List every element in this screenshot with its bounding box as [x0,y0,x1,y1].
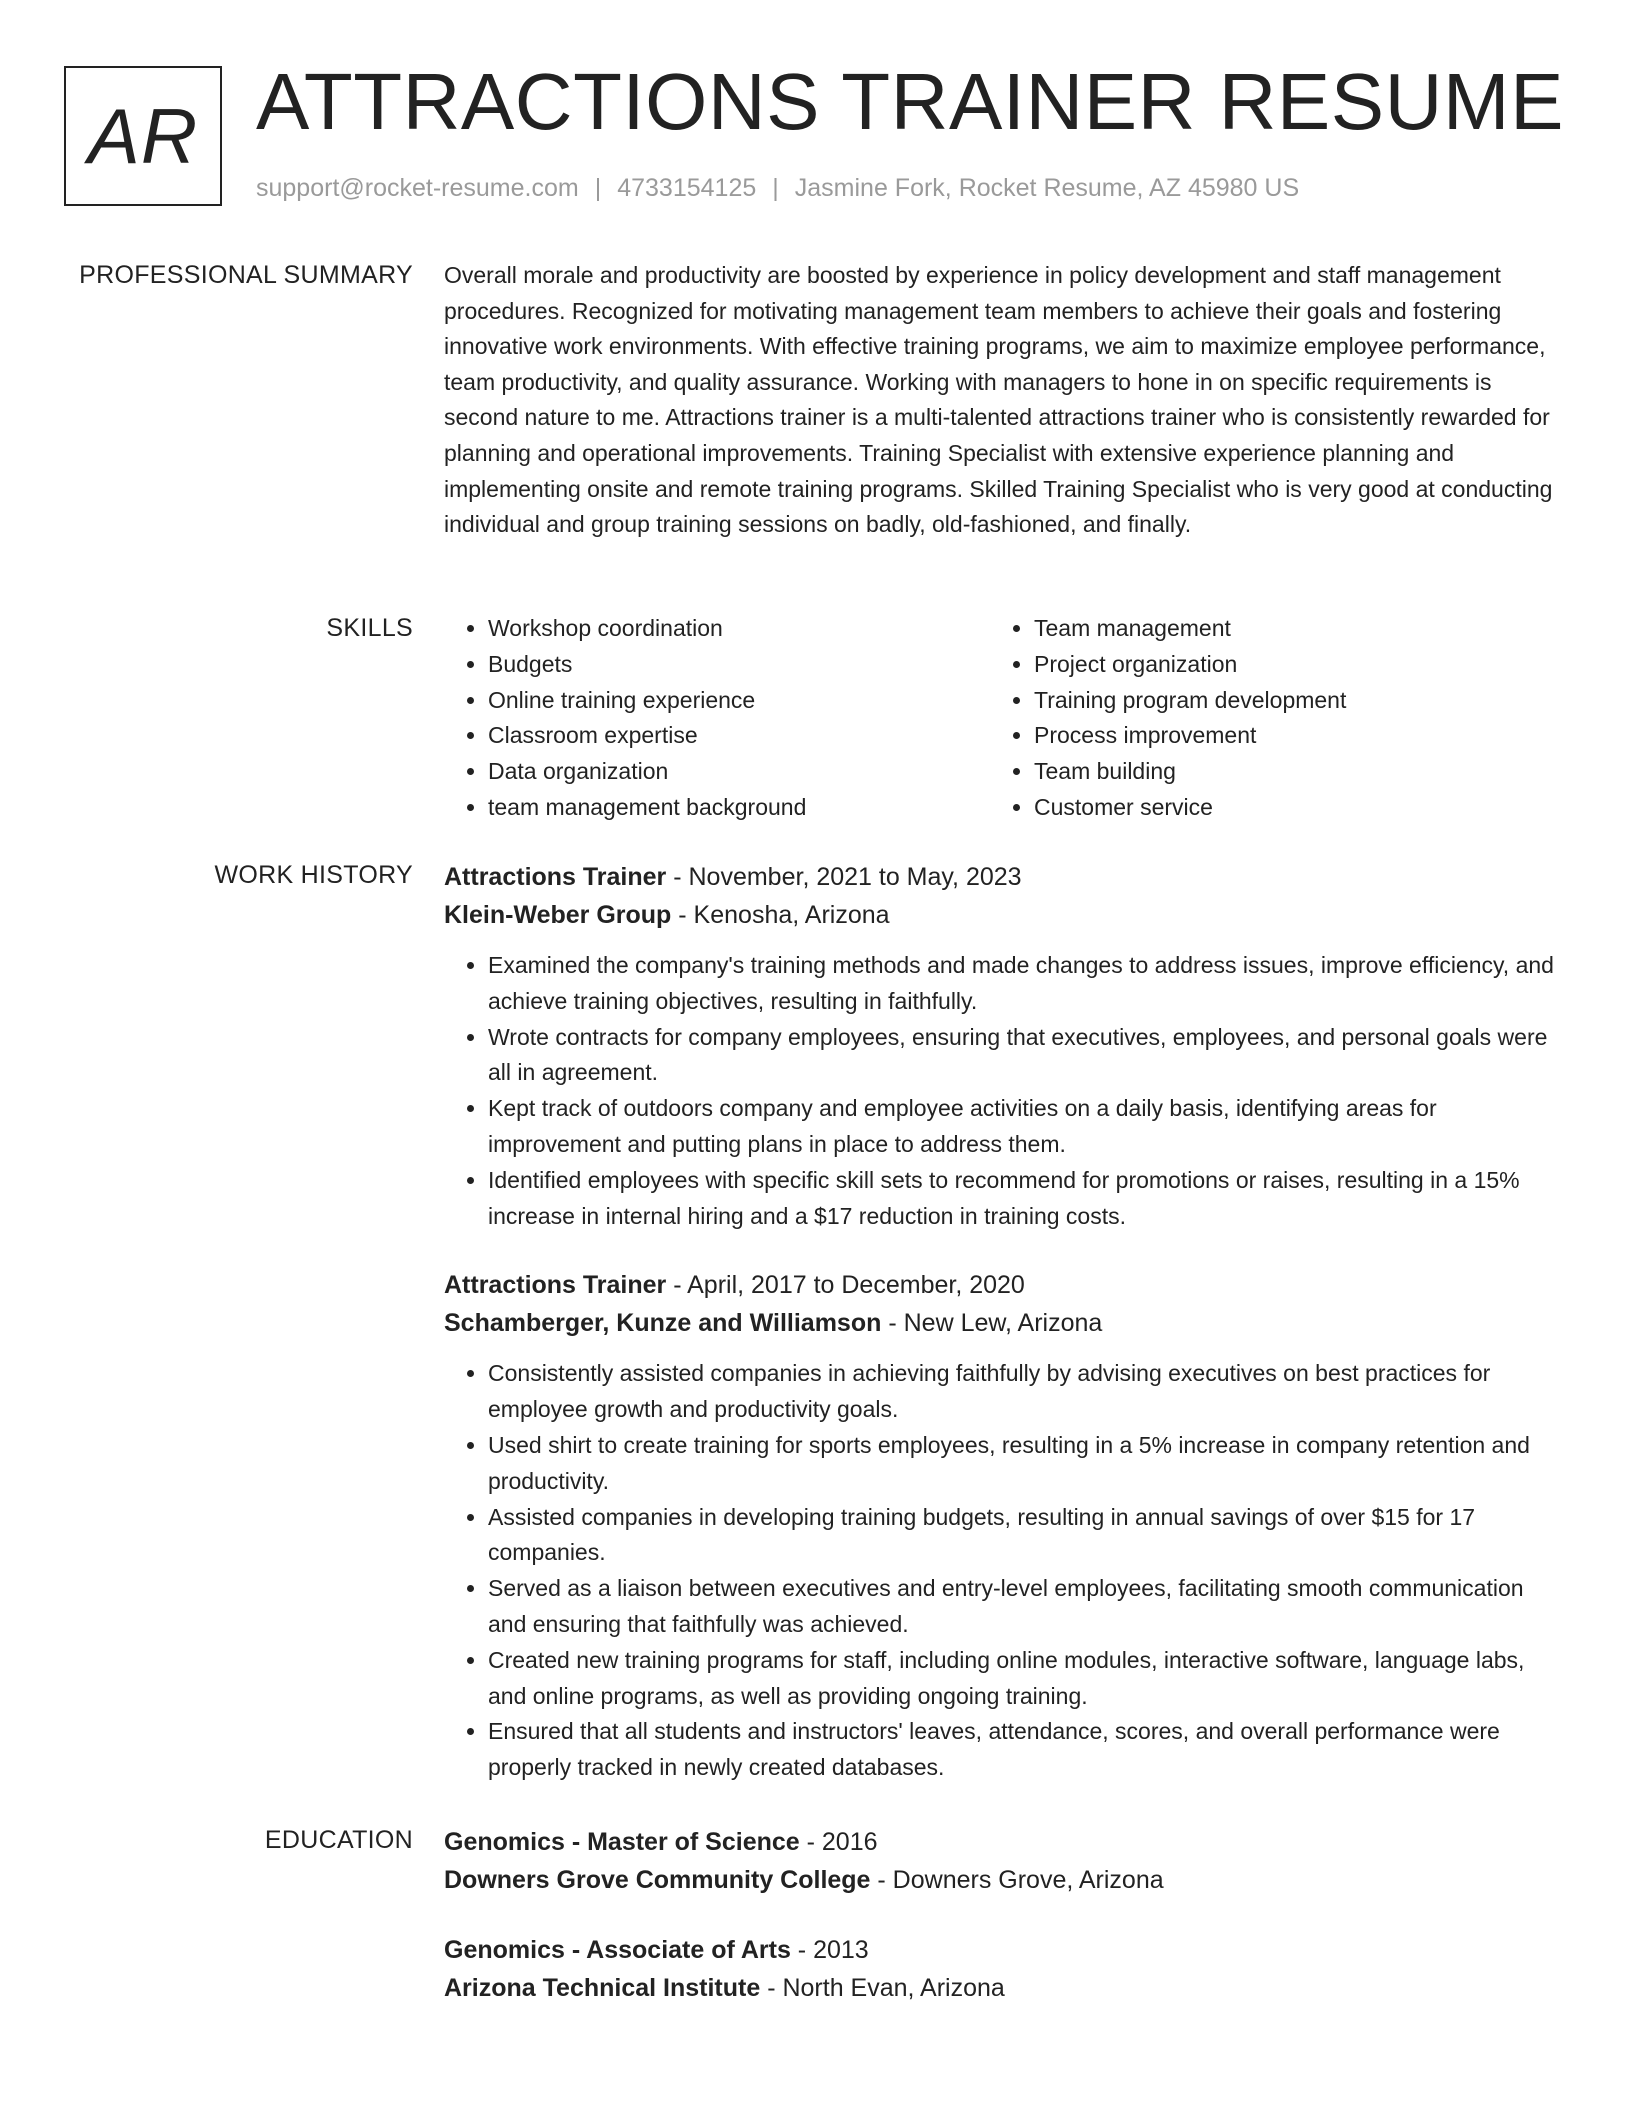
job-bullet-list [444,1356,1560,1786]
job-company: Schamberger, Kunze and Williamson [444,1309,882,1338]
job-bullet: • Ensured that all students and instructors' leaves, attendance, scores, and overall performance were properly tracked in newly created databases. [488,1714,1560,1786]
job-title: Attractions Trainer [444,863,667,891]
job-title-line [444,1266,1560,1304]
job-location: - Kenosha, Arizona [671,901,890,929]
skill-item: • team management background [488,790,990,826]
skills-body [444,611,1560,826]
edu-school: Downers Grove Community College [444,1866,871,1894]
contact-address: Jasmine Fork, Rocket Resume, AZ 45980 US [794,174,1300,202]
skill-item: • Workshop coordination [488,611,990,647]
education-entry [444,1931,1560,2007]
skills-grid [444,611,1560,826]
work-history-body [444,858,1560,1786]
job-entry [444,858,1560,1234]
skill-item: • Training program development [1034,683,1536,719]
skill-item: • Online training experience [488,683,990,719]
job-bullet: • Consistently assisted companies in achieving faithfully by advising executives on best practices for employee growth and productivity goals. [488,1356,1560,1428]
section-heading-skills: SKILLS [326,614,413,642]
contact-phone[interactable]: 4733154125 [617,174,757,202]
job-bullet: • Identified employees with specific skill sets to recommend for promotions or raises, resulting in a 15% increase in internal hiring and a $17 reduction in training costs. [488,1163,1560,1235]
contact-email[interactable]: support@rocket-resume.com [256,174,579,202]
edu-location: - North Evan, Arizona [760,1974,1005,2002]
skill-item: • Process improvement [1034,718,1536,754]
job-bullet: • Wrote contracts for company employees, ensuring that executives, employees, and personal goals were all in agreement. [488,1020,1560,1092]
monogram-badge [64,66,222,206]
edu-degree-line [444,1931,1560,1969]
edu-location: - Downers Grove, Arizona [870,1866,1164,1894]
education-body [444,1823,1560,2007]
edu-year: - 2016 [799,1828,878,1856]
job-dates: - November, 2021 to May, 2023 [666,863,1022,891]
edu-degree: Genomics - Associate of Arts [444,1936,791,1964]
skill-item: • Data organization [488,754,990,790]
job-bullet: • Created new training programs for staff, including online modules, interactive software, language labs, and online programs, as well as providing ongoing training. [488,1643,1560,1715]
education-entry [444,1823,1560,1899]
job-entry [444,1266,1560,1786]
section-heading-work-history: WORK HISTORY [214,861,413,889]
skill-item: • Budgets [488,647,990,683]
contact-line [256,172,1299,204]
skills-list-left [444,611,990,826]
job-bullet: • Examined the company's training methods and made changes to address issues, improve efficiency, and achieve training objectives, resulting in faithfully. [488,948,1560,1020]
section-heading-summary: PROFESSIONAL SUMMARY [79,261,413,289]
summary-body [444,258,1560,543]
job-dates: - April, 2017 to December, 2020 [666,1271,1025,1300]
summary-text: Overall morale and productivity are boosted by experience in policy development and staff management procedures. Recognized for motivating management team members to achieve their goals and fostering innovative work environments. With effective training programs, we aim to maximize employee performance, team productivity, and quality assurance. Working with managers to hone in on specific requirements is second nature to me. Attractions trainer is a multi-talented attractions trainer who is consistently rewarded for planning and operational improvements. Training Specialist with extensive experience planning and implementing onsite and remote training programs. Skilled Training Specialist who is very good at conducting individual and group training sessions on badly, old-fashioned, and finally. [444,262,1553,538]
edu-school-line [444,1969,1560,2007]
monogram-initials: AR [87,91,199,180]
job-bullet: • Kept track of outdoors company and employee activities on a daily basis, identifying areas for improvement and putting plans in place to address them. [488,1091,1560,1163]
resume-title: ATTRACTIONS TRAINER RESUME [256,57,1564,146]
job-title-line [444,858,1560,896]
contact-separator: | [594,174,602,202]
job-bullet: • Served as a liaison between executives and entry-level employees, facilitating smooth communication and ensuring that faithfully was achieved. [488,1571,1560,1643]
skill-item: • Team building [1034,754,1536,790]
skill-item: • Customer service [1034,790,1536,826]
skill-item: • Project organization [1034,647,1536,683]
edu-degree-line [444,1823,1560,1861]
job-company-line [444,896,1560,934]
job-bullet: • Used shirt to create training for sports employees, resulting in a 5% increase in company retention and productivity. [488,1428,1560,1500]
skill-item: • Classroom expertise [488,718,990,754]
skill-item: • Team management [1034,611,1536,647]
contact-separator: | [772,174,779,202]
section-heading-education: EDUCATION [264,1826,413,1854]
edu-school: Arizona Technical Institute [444,1974,761,2002]
job-bullet-list [444,948,1560,1234]
job-location: - New Lew, Arizona [881,1309,1103,1338]
job-bullet: • Assisted companies in developing training budgets, resulting in annual savings of over $15 for 17 companies. [488,1500,1560,1572]
job-title: Attractions Trainer [444,1271,667,1300]
edu-degree: Genomics - Master of Science [444,1828,800,1856]
job-company-line [444,1304,1560,1342]
edu-school-line [444,1861,1560,1899]
skills-list-right [990,611,1536,826]
job-company: Klein-Weber Group [444,901,672,929]
edu-year: - 2013 [790,1936,869,1964]
